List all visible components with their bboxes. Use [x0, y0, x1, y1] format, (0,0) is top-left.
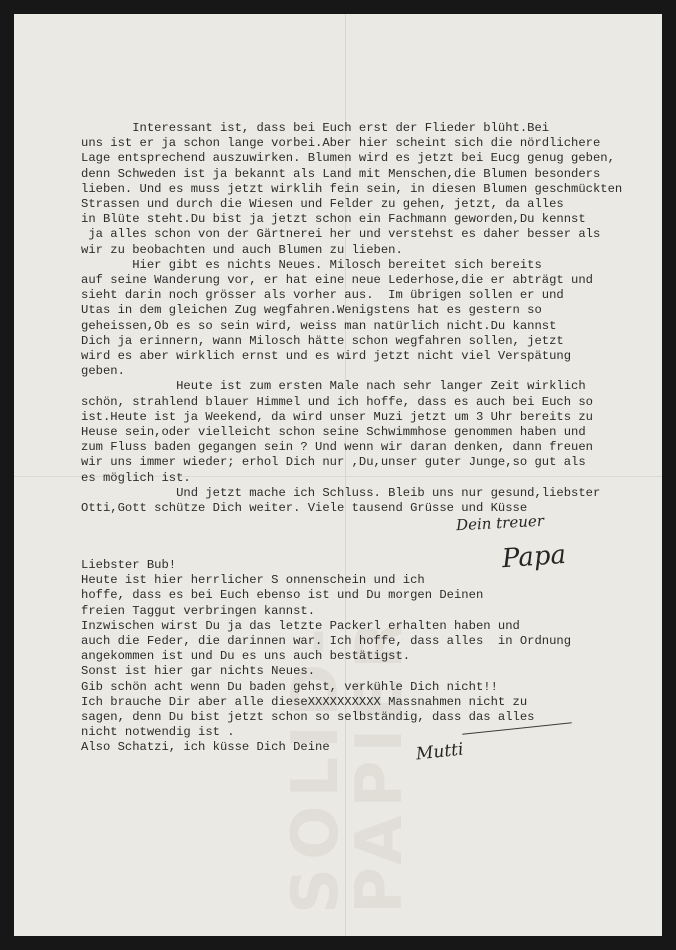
letter-paragraph-father: Interessant ist, dass bei Euch erst der Flieder blüht.Bei uns ist er ja schon lange vorbei.Aber hier scheint sich die nördlichere Lage entsprechend auszuwirken. Blumen wird es jetzt bei Eucg genug geben, denn Schweden ist ja bekannt als Land mit Menschen,die Blumen besonders lieben. Und es muss jetzt wirklih fein sein, in diesen Blumen geschmückten Strassen und durch die Wiesen und Felder zu gehen, jetzt, da alles in Blüte steht.Du bist ja jetzt schon ein Fachmann geworden,Du kennst ja alles schon von der Gärtnerei her und verstehst es daher besser als wir zu beobachten und auch Blumen zu lieben. Hier gibt es nichts Neues. Milosch bereitet sich bereits auf seine Wanderung vor, er hat eine neue Lederhose,die er abträgt und sieht darin noch grösser als vorher aus. Im übrigen sollen er und Utas in dem gleichen Zug wegfahren.Wenigstens hat es gestern so geheissen,Ob es so sein wird, weiss man natürlich nicht.Du kannst Dich ja erinnern, wann Milosch hätte schon wegfahren sollen, jetzt wird es aber wirklich ernst und es wird jetzt nicht viel Verspätung geben. Heute ist zum ersten Male nach sehr langer Zeit wirklich schön, strahlend blauer Himmel und ich hoffe, dass es auch bei Euch so ist.Heute ist ja Weekend, da wird unser Muzi jetzt um 3 Uhr bereits zu Heuse sein,oder vielleicht schon seine Schwimmhose genommen haben und zum Fluss baden gegangen sein ? Und wenn wir daran denken, dann freuen wir uns immer wieder; erhol Dich nur ,Du,unser guter Junge,so gut als es möglich ist. Und jetzt mache ich Schluss. Bleib uns nur gesund,liebster Otti,Gott schütze Dich weiter. Viele tausend Grüsse und Küsse: [81, 121, 623, 516]
letter-paragraph-mother: Liebster Bub! Heute ist hier herrlicher S onnenschein und ich hoffe, dass es bei Euch ebenso ist und Du morgen Deinen freien Taggut verbringen kannst. Inzwischen wirst Du ja das letzte Packerl erhalten haben und auch die Feder, die darinnen war. Ich hoffe, dass alles in Ordnung angekommen ist und Du es uns auch bestätigst. Sonst ist hier gar nichts Neues. Gib schön acht wenn Du baden gehst, verkühle Dich nicht!! Ich brauche Dir aber alle dieseXXXXXXXXXX Massnahmen nicht zu sagen, denn Du bist jetzt schon so selbständig, dass das alles nicht notwendig ist . Also Schatzi, ich küsse Dich Deine: [81, 558, 572, 755]
paper-watermark: SOLID-PAPIER: [279, 611, 417, 914]
signature-papa: Papa: [501, 539, 567, 575]
letter-sheet: [14, 14, 662, 936]
signature-mutti: Mutti: [415, 739, 465, 765]
handwritten-closing: Dein treuer: [455, 511, 545, 535]
